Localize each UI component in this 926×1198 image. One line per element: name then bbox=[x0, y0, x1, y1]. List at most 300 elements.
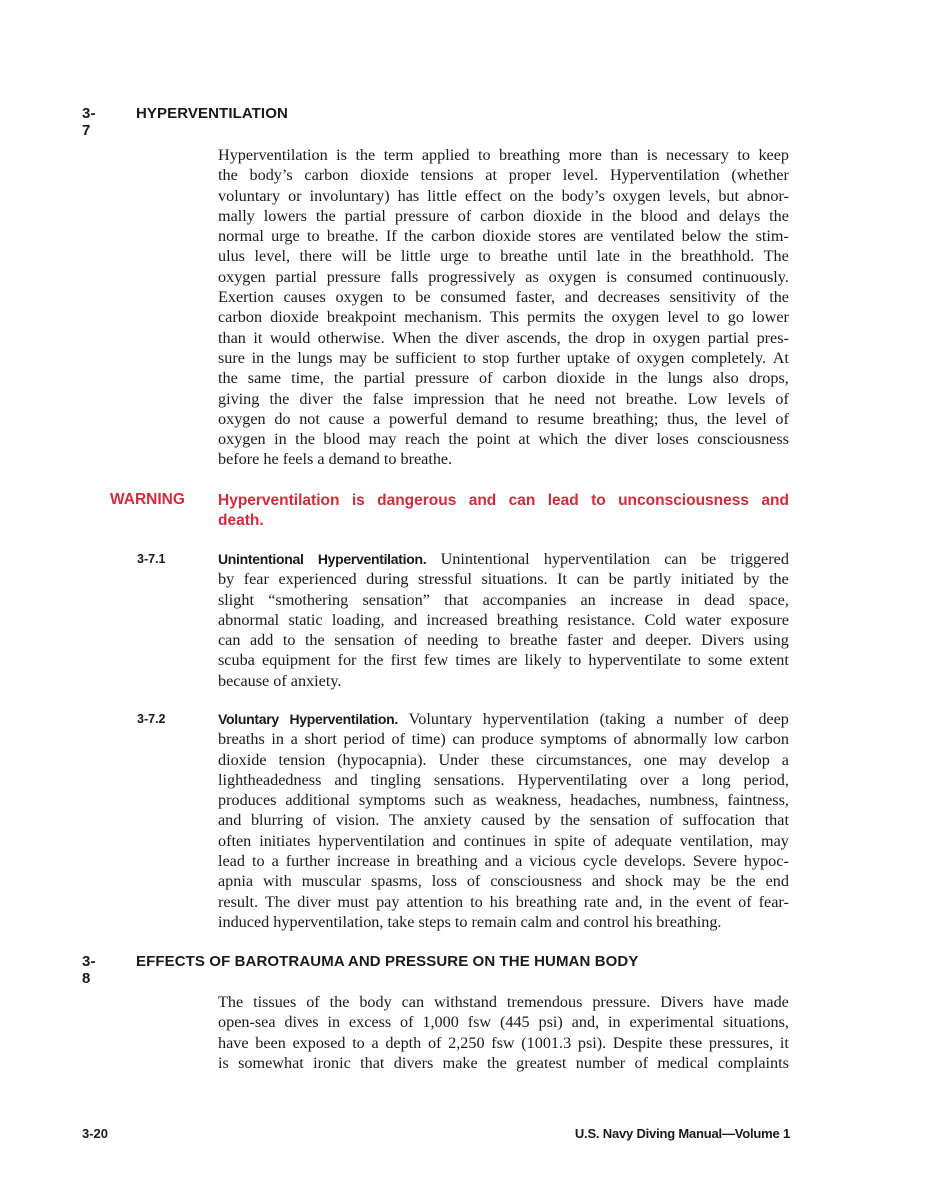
word: by bbox=[218, 570, 235, 589]
word: stim- bbox=[755, 227, 789, 246]
word: in bbox=[533, 831, 547, 850]
word: of bbox=[745, 288, 760, 307]
word: the bbox=[403, 227, 424, 246]
subsection-number-3-7-2: 3-7.2 bbox=[137, 712, 166, 726]
word: and bbox=[591, 872, 616, 891]
word: spasms, bbox=[370, 872, 422, 891]
word: in bbox=[590, 206, 604, 225]
word: be bbox=[376, 247, 392, 266]
word: of bbox=[312, 811, 327, 830]
word: loses bbox=[656, 430, 689, 449]
word: the bbox=[218, 166, 238, 185]
word: oxygen bbox=[218, 430, 266, 449]
word: period bbox=[343, 730, 385, 749]
word: often bbox=[218, 831, 252, 850]
word: Hyperventilating bbox=[517, 770, 628, 789]
word: than bbox=[218, 328, 246, 347]
word: can bbox=[401, 993, 425, 1011]
word: partly bbox=[633, 570, 672, 589]
paragraph-line bbox=[218, 1012, 789, 1032]
word: to bbox=[707, 308, 720, 327]
word: hypoc- bbox=[743, 852, 789, 871]
word: the bbox=[637, 369, 658, 388]
word: more bbox=[568, 146, 602, 164]
word: numbness, bbox=[649, 791, 719, 810]
word: open-sea bbox=[218, 1013, 276, 1032]
word: of bbox=[634, 1053, 648, 1072]
word: and bbox=[686, 206, 710, 225]
word: accompanies bbox=[482, 590, 567, 609]
word: is bbox=[336, 146, 347, 164]
word: little bbox=[427, 186, 457, 205]
word: Hyperventilation bbox=[218, 146, 328, 164]
word: reach bbox=[404, 430, 441, 449]
word: body’s bbox=[561, 186, 605, 205]
word: consciousness bbox=[490, 872, 582, 891]
paragraph-line bbox=[218, 871, 789, 891]
word: times bbox=[455, 651, 491, 670]
word: sufficient bbox=[395, 348, 457, 367]
word: deeper. bbox=[645, 631, 692, 650]
word: abnor- bbox=[747, 186, 789, 205]
word: pressure bbox=[394, 206, 449, 225]
word: attention bbox=[406, 892, 464, 911]
word: stressful bbox=[417, 570, 472, 589]
word: and, bbox=[571, 1013, 600, 1032]
word: anxiety bbox=[423, 811, 472, 830]
word: of bbox=[457, 206, 472, 225]
word: abnormal bbox=[218, 610, 280, 629]
word: the bbox=[218, 369, 238, 388]
word: late bbox=[596, 247, 620, 266]
word: in bbox=[629, 247, 643, 266]
word: the bbox=[612, 206, 632, 225]
word: few bbox=[423, 651, 449, 670]
word: on bbox=[509, 186, 526, 205]
paragraph-line bbox=[218, 569, 789, 589]
word: go bbox=[727, 308, 744, 327]
paragraph-line bbox=[218, 650, 789, 670]
word: powerful bbox=[389, 409, 448, 428]
paragraph-line bbox=[218, 368, 789, 388]
word: headaches, bbox=[570, 791, 641, 810]
word: that bbox=[360, 1053, 385, 1072]
paragraph-line bbox=[218, 610, 789, 630]
word: carbon bbox=[480, 206, 525, 225]
word: and bbox=[393, 610, 418, 629]
word: to bbox=[392, 288, 406, 307]
word: vicious bbox=[529, 852, 577, 871]
subsection-title-word: Unintentional bbox=[218, 551, 304, 567]
word: pressures, bbox=[708, 1033, 774, 1052]
word: dioxide bbox=[482, 227, 531, 246]
word: lead bbox=[218, 852, 245, 871]
word: blood bbox=[640, 206, 678, 225]
word: time, bbox=[291, 369, 324, 388]
word: dives bbox=[284, 1013, 319, 1032]
word: of bbox=[479, 369, 493, 388]
word: dioxide bbox=[218, 750, 267, 769]
word: develops. bbox=[624, 852, 686, 871]
word: fsw bbox=[491, 1033, 515, 1052]
word: sensation bbox=[334, 631, 395, 650]
word: a bbox=[271, 852, 279, 871]
word: sensations. bbox=[433, 770, 505, 789]
word: increase bbox=[336, 852, 390, 871]
word: initiates bbox=[259, 831, 311, 850]
word: symptoms bbox=[358, 791, 426, 810]
warning-line bbox=[218, 491, 789, 511]
word: need bbox=[554, 389, 585, 408]
word: produces bbox=[218, 791, 277, 810]
word: been bbox=[255, 1033, 286, 1052]
word: it bbox=[779, 1033, 789, 1052]
paragraph-line bbox=[218, 750, 789, 770]
word: weakness, bbox=[495, 791, 562, 810]
word: Under bbox=[438, 750, 479, 769]
paragraph-line bbox=[218, 429, 789, 449]
word: breathhold. bbox=[680, 247, 755, 266]
word: term bbox=[383, 146, 414, 164]
word: a bbox=[515, 852, 523, 871]
word: in bbox=[271, 730, 284, 749]
word: loading, bbox=[331, 610, 385, 629]
word: long bbox=[701, 770, 731, 789]
word: at bbox=[518, 430, 531, 449]
word: breakpoint bbox=[326, 308, 397, 327]
paragraph-line bbox=[218, 328, 789, 348]
word: greatest bbox=[516, 1053, 567, 1072]
word: may bbox=[678, 750, 707, 769]
word: level bbox=[667, 308, 699, 327]
word: of bbox=[466, 872, 481, 891]
word: the bbox=[560, 811, 581, 830]
word: in bbox=[677, 590, 690, 609]
word: of bbox=[738, 892, 752, 911]
word: completely. bbox=[691, 348, 767, 367]
paragraph-line bbox=[218, 709, 789, 729]
word: necessary bbox=[665, 146, 729, 164]
word: by bbox=[743, 570, 760, 589]
paragraph-line: because of anxiety. bbox=[218, 671, 342, 690]
word: symptoms bbox=[540, 730, 607, 749]
word: an bbox=[580, 590, 596, 609]
word: rate bbox=[583, 892, 609, 911]
word: level. bbox=[562, 166, 599, 185]
word: tension bbox=[278, 750, 326, 769]
word: number bbox=[674, 710, 724, 728]
word: the bbox=[269, 389, 290, 408]
word: scuba bbox=[218, 651, 255, 670]
word: falls bbox=[390, 267, 419, 286]
word: in bbox=[615, 369, 628, 388]
word: caused bbox=[480, 811, 525, 830]
word: low bbox=[714, 730, 739, 749]
word: somewhat bbox=[238, 1053, 304, 1072]
paragraph-line bbox=[218, 145, 789, 165]
word: pay bbox=[376, 892, 400, 911]
word: to bbox=[352, 1033, 365, 1052]
manual-title: U.S. Navy Diving Manual—Volume 1 bbox=[574, 1126, 790, 1141]
word: exposure bbox=[730, 610, 789, 629]
paragraph-line bbox=[218, 630, 789, 650]
word: consciousness bbox=[697, 430, 789, 449]
word: partial bbox=[707, 328, 750, 347]
word: is bbox=[351, 492, 365, 509]
word: dioxide bbox=[556, 369, 606, 388]
word: is bbox=[606, 267, 617, 286]
word: to bbox=[282, 631, 296, 650]
word: partial bbox=[275, 267, 317, 286]
word: spite bbox=[554, 831, 585, 850]
word: increase bbox=[610, 590, 664, 609]
word: the bbox=[706, 409, 727, 428]
word: Low bbox=[687, 389, 718, 408]
paragraph-line bbox=[218, 1033, 789, 1053]
word: will bbox=[341, 247, 367, 266]
word: stores bbox=[538, 227, 577, 246]
word: further bbox=[285, 852, 330, 871]
word: of bbox=[391, 730, 405, 749]
paragraph-line bbox=[218, 549, 789, 569]
word: blood bbox=[323, 430, 361, 449]
word: to bbox=[591, 492, 606, 509]
word: with bbox=[262, 872, 292, 891]
section-title: EFFECTS OF BAROTRAUMA AND PRESSURE ON THE HUMAN BODY bbox=[136, 953, 639, 970]
word: urge bbox=[271, 227, 300, 246]
word: to bbox=[478, 247, 491, 266]
word: lightheadedness bbox=[218, 770, 322, 789]
word: result. bbox=[218, 892, 259, 911]
word: ascends, bbox=[506, 328, 561, 347]
word: dioxide bbox=[270, 308, 319, 327]
word: develop bbox=[718, 750, 770, 769]
subsection-3-7-1-paragraph bbox=[218, 549, 789, 691]
word: some bbox=[707, 651, 743, 670]
word: dangerous bbox=[377, 492, 457, 509]
word: be bbox=[415, 288, 431, 307]
word: first bbox=[390, 651, 417, 670]
word: of bbox=[400, 1013, 414, 1032]
word: Hyperventilation bbox=[218, 492, 340, 509]
word: carbon bbox=[431, 227, 476, 246]
word: the bbox=[769, 206, 789, 225]
word: ventilation, bbox=[679, 831, 754, 850]
word: body’s bbox=[249, 166, 293, 185]
word: carbon bbox=[502, 369, 547, 388]
word: static bbox=[288, 610, 323, 629]
word: the bbox=[769, 570, 789, 589]
word: situations, bbox=[722, 1013, 789, 1032]
word: situations. bbox=[481, 570, 548, 589]
word: false bbox=[372, 389, 404, 408]
word: breathing bbox=[416, 852, 478, 871]
word: during bbox=[366, 570, 409, 589]
word: not bbox=[595, 389, 616, 408]
word: in bbox=[251, 348, 265, 367]
word: resume bbox=[537, 409, 585, 428]
subsection-3-7-2-paragraph bbox=[218, 709, 789, 932]
paragraph-line bbox=[218, 790, 789, 810]
word: the bbox=[333, 369, 354, 388]
word: fear- bbox=[758, 892, 789, 911]
word: increased bbox=[426, 610, 488, 629]
word: This bbox=[490, 308, 519, 327]
word: lungs bbox=[667, 369, 703, 388]
word: Severe bbox=[692, 852, 737, 871]
word: faster bbox=[566, 631, 603, 650]
word: body bbox=[359, 993, 392, 1011]
word: the bbox=[448, 430, 469, 449]
word: oxygen bbox=[548, 267, 597, 286]
word: and bbox=[761, 492, 789, 509]
word: is bbox=[218, 1053, 229, 1072]
paragraph-line bbox=[218, 165, 789, 185]
word: a bbox=[371, 1033, 379, 1052]
paragraph-line bbox=[218, 1053, 789, 1073]
word: the bbox=[363, 651, 384, 670]
word: produce bbox=[481, 730, 534, 749]
word: oxygen bbox=[335, 288, 384, 307]
warning-line: death. bbox=[218, 512, 264, 530]
word: breathing bbox=[515, 892, 577, 911]
word: otherwise. bbox=[317, 328, 385, 347]
word: and bbox=[218, 811, 242, 830]
subsection-number-3-7-1: 3-7.1 bbox=[137, 552, 166, 566]
paragraph-line: before he feels a demand to breathe. bbox=[218, 450, 453, 469]
word: At bbox=[772, 348, 789, 367]
word: diver bbox=[614, 430, 648, 449]
word: water bbox=[685, 610, 722, 629]
word: deep bbox=[758, 710, 789, 728]
word: levels bbox=[727, 389, 766, 408]
word: apnia bbox=[218, 872, 254, 891]
word: psi). bbox=[577, 1033, 607, 1052]
word: drops, bbox=[748, 369, 789, 388]
paragraph-line bbox=[218, 892, 789, 912]
word: Exertion bbox=[218, 288, 274, 307]
word: these bbox=[490, 750, 525, 769]
word: of bbox=[427, 1033, 442, 1052]
word: causes bbox=[283, 288, 326, 307]
word: have bbox=[218, 1033, 249, 1052]
word: complaints bbox=[717, 1053, 789, 1072]
paragraph-line bbox=[218, 348, 789, 368]
word: of bbox=[734, 710, 748, 728]
word: to bbox=[568, 651, 582, 670]
word: that bbox=[494, 389, 519, 408]
word: and bbox=[334, 770, 358, 789]
word: can bbox=[508, 492, 536, 509]
word: as bbox=[472, 791, 487, 810]
word: for bbox=[337, 651, 357, 670]
word: breathing bbox=[499, 146, 561, 164]
word: psi) bbox=[538, 1013, 563, 1032]
word: breathing bbox=[496, 610, 559, 629]
word: have bbox=[713, 993, 744, 1011]
word: level bbox=[735, 409, 767, 428]
word: unconsciousness bbox=[618, 492, 750, 509]
word: the bbox=[304, 631, 325, 650]
paragraph-line bbox=[218, 851, 789, 871]
word: lowers bbox=[263, 206, 307, 225]
subsection-title-word: Voluntary bbox=[218, 711, 279, 727]
word: mally bbox=[218, 206, 255, 225]
word: breathing; bbox=[592, 409, 659, 428]
word: which bbox=[538, 430, 579, 449]
word: of bbox=[616, 348, 631, 367]
word: tremendous bbox=[506, 993, 583, 1011]
word: of bbox=[775, 409, 789, 428]
word: lungs bbox=[297, 348, 333, 367]
word: and, bbox=[615, 892, 643, 911]
word: ventilated bbox=[610, 227, 675, 246]
word: to bbox=[470, 892, 483, 911]
word: space, bbox=[748, 590, 789, 609]
word: make bbox=[442, 1053, 478, 1072]
paragraph-line bbox=[218, 287, 789, 307]
word: ironic bbox=[313, 1053, 351, 1072]
word: progressively bbox=[428, 267, 516, 286]
word: by bbox=[534, 811, 551, 830]
word: hyperventilation bbox=[318, 831, 425, 850]
word: must bbox=[337, 892, 370, 911]
word: of bbox=[592, 831, 607, 850]
word: to bbox=[487, 631, 501, 650]
word: or bbox=[288, 186, 302, 205]
word: fsw bbox=[467, 1013, 492, 1032]
word: extent bbox=[749, 651, 789, 670]
word: The bbox=[218, 993, 244, 1011]
word: experienced bbox=[278, 570, 357, 589]
word: oxygen bbox=[612, 186, 661, 205]
word: there bbox=[299, 247, 332, 266]
word: event bbox=[696, 892, 732, 911]
word: blurring bbox=[250, 811, 304, 830]
section-3-8-paragraph bbox=[218, 992, 789, 1073]
word: in bbox=[649, 892, 663, 911]
word: he bbox=[528, 389, 545, 408]
word: a bbox=[656, 710, 664, 728]
section-number: 3-7 bbox=[82, 105, 96, 139]
paragraph-line bbox=[218, 992, 789, 1012]
word: lower bbox=[752, 308, 789, 327]
paragraph-line bbox=[218, 206, 789, 226]
word: muscular bbox=[301, 872, 362, 891]
word: the bbox=[342, 389, 363, 408]
word: shock bbox=[625, 872, 663, 891]
word: the bbox=[487, 1053, 507, 1072]
paragraph-line bbox=[218, 226, 789, 246]
word: Unintentional bbox=[440, 550, 530, 568]
word: has bbox=[397, 186, 420, 205]
word: mechanism. bbox=[404, 308, 482, 327]
word: oxygen bbox=[218, 409, 266, 428]
word: the bbox=[586, 430, 607, 449]
word: than bbox=[610, 146, 639, 164]
word: hyperventilation bbox=[543, 550, 650, 568]
word: not bbox=[299, 409, 320, 428]
page-number: 3-20 bbox=[82, 1126, 109, 1141]
word: dioxide bbox=[360, 166, 409, 185]
word: short bbox=[304, 730, 337, 749]
word: can bbox=[664, 550, 687, 568]
paragraph-line bbox=[218, 246, 789, 266]
word: may bbox=[761, 831, 789, 850]
word: are bbox=[583, 227, 604, 246]
word: the bbox=[329, 993, 350, 1011]
word: these bbox=[668, 1033, 703, 1052]
